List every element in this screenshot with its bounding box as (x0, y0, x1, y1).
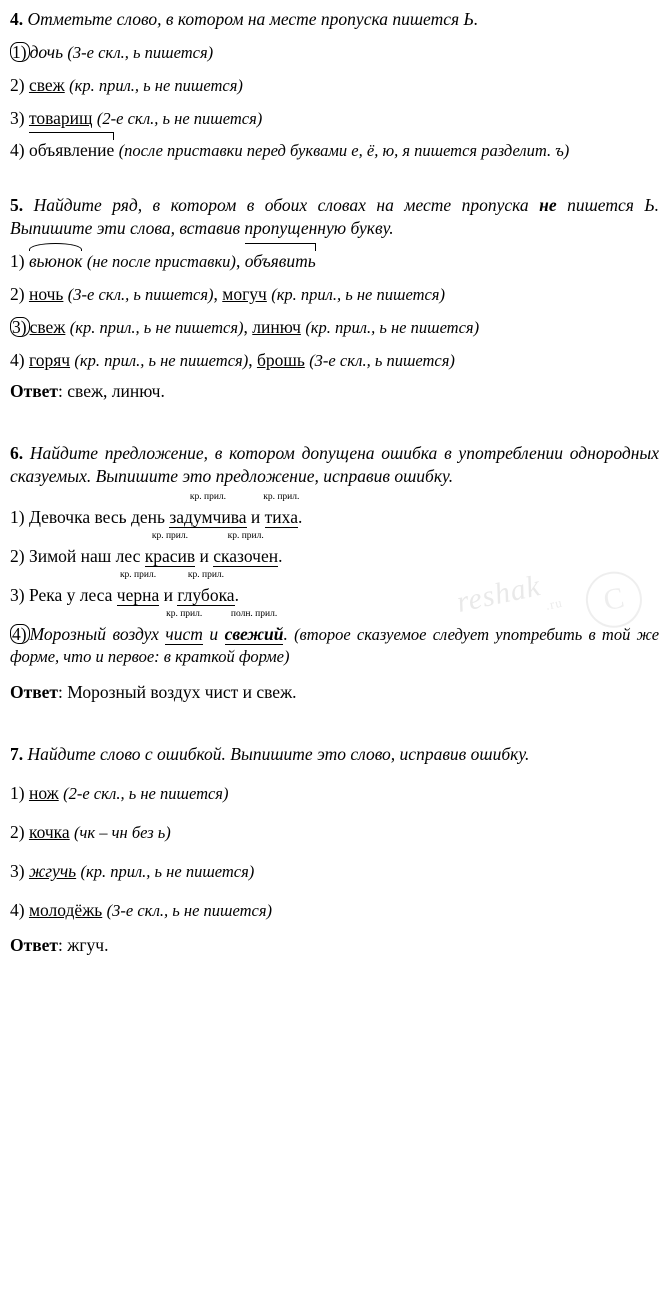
task-5-option-4[interactable] (10, 349, 659, 372)
task-4-option-3-word: товарищ (28, 107, 93, 128)
task-6-answer-label: Ответ (10, 682, 59, 703)
task-6-option-4-note: (второе сказуемое следует употребить в той же форме, что и первое: в краткой форме) (10, 624, 660, 667)
task-5-option-1[interactable] (10, 250, 659, 273)
task-6-option-1-marker[interactable]: 1) (10, 507, 25, 528)
task-5-option-4-hint-1: (кр. прил., ь не пишется) (74, 350, 249, 370)
task-4-option-2[interactable] (10, 74, 659, 97)
task-5-option-2-hint-2: (кр. прил., ь не пишется) (271, 285, 445, 305)
prefix-bracket-icon (29, 139, 114, 162)
task-6-option-2-pre: Зимой наш лес (28, 546, 145, 567)
task-7-option-4-hint: (3-е скл., ь не пишется) (106, 900, 273, 920)
task-5-option-1-sep: , (235, 251, 245, 272)
task-7-option-3-hint: (кр. прил., ь не пишется) (80, 861, 255, 881)
task-6-option-3-label-1: кр. прил. (119, 569, 157, 580)
task-7-option-3-word: жгучь (28, 860, 77, 881)
task-7-option-3-marker[interactable]: 3) (10, 860, 25, 881)
task-6-option-2-word-2: кр. прил. сказочен (213, 531, 279, 567)
task-7-option-4-word: молодёжь (28, 899, 103, 920)
task-7-option-1-hint: (2-е скл., ь не пишется) (63, 784, 229, 804)
task-6-option-1-word-2: кр. прил. тиха (263, 492, 300, 528)
task-4 (10, 8, 659, 162)
task-6-option-3-word-2: кр. прил. глубока (177, 569, 235, 605)
task-5-prompt-bold1: не (539, 195, 557, 216)
prefix-bracket-icon (245, 250, 316, 273)
root-arc-icon (29, 250, 83, 273)
task-7-option-3[interactable] (10, 860, 659, 883)
task-5-answer-label: Ответ (10, 381, 59, 402)
task-6-option-1-label-1: кр. прил. (189, 492, 227, 503)
task-4-option-2-hint: (кр. прил., ь не пишется) (69, 75, 243, 95)
task-5-option-2-hint-1: (3-е скл., ь пишется) (67, 285, 214, 305)
watermark-subtext: .ru (544, 594, 564, 613)
task-4-option-4[interactable] (10, 139, 659, 162)
task-7-option-1[interactable] (10, 782, 659, 805)
task-6-number: 6. (10, 443, 24, 464)
task-7-option-2-hint: (чк – чн без ь) (74, 823, 171, 843)
task-6-option-2-label-1: кр. прил. (151, 531, 188, 542)
task-5-prompt-part1: Найдите ряд, в котором в обоих словах на месте пропуска (23, 195, 540, 216)
task-6-option-1-word-1: кр. прил. задумчива (169, 492, 247, 528)
task-5-option-2-marker[interactable]: 2) (10, 284, 25, 305)
task-5-option-3-sep: , (243, 316, 253, 337)
task-6-option-1-post: . (297, 507, 303, 528)
task-7-option-4[interactable] (10, 899, 659, 922)
task-4-option-1-hint: (3-е скл., ь пишется) (67, 43, 214, 63)
task-6-option-3-word-1: кр. прил. черна (116, 569, 160, 605)
task-6-option-3-label-2: кр. прил. (187, 569, 225, 580)
task-5-option-3-hint-2: (кр. прил., ь не пишется) (305, 317, 480, 337)
task-6-option-1-pre: Девочка весь день (28, 507, 170, 528)
task-6-option-2[interactable] (10, 531, 659, 568)
task-5-prompt (10, 194, 659, 240)
task-6-option-1[interactable] (10, 492, 659, 529)
task-7-option-1-marker[interactable]: 1) (10, 783, 25, 804)
task-6-option-3-post: . (234, 584, 239, 605)
task-4-option-1-word: дочь (29, 42, 64, 63)
task-5-option-4-marker[interactable]: 4) (10, 349, 25, 370)
task-4-prompt-text: Отметьте слово, в котором на месте пропуска пишется Ь. (23, 9, 479, 29)
section-gap (10, 713, 659, 743)
task-4-option-4-marker[interactable]: 4) (10, 140, 25, 161)
task-6-option-3-marker[interactable]: 3) (10, 584, 25, 605)
task-7-answer-text: : жгуч. (58, 935, 109, 956)
watermark-copyright-icon: C (581, 567, 647, 633)
task-5-number: 5. (10, 195, 24, 216)
task-6-option-4-label-2: полн. прил. (230, 608, 278, 619)
task-7-answer (10, 935, 659, 956)
task-7 (10, 743, 659, 956)
task-7-option-2[interactable] (10, 821, 659, 844)
task-5-option-1-hint-1: (не после приставки) (86, 252, 236, 272)
task-5-option-2[interactable] (10, 283, 659, 306)
task-5-option-1-word-1: вьюнок (28, 251, 83, 272)
task-4-option-4-word: объявление (28, 140, 115, 161)
task-6-option-4-word-1: кр. прил. чист (165, 608, 203, 644)
section-gap (10, 412, 659, 442)
task-6-option-4-label-1: кр. прил. (166, 608, 203, 619)
task-5-option-2-sep: , (213, 284, 223, 305)
task-7-option-2-word: кочка (28, 822, 70, 843)
task-6-option-4-post: . (283, 623, 288, 644)
task-6-option-2-post: . (278, 546, 283, 567)
task-5-option-2-word-2: могуч (222, 284, 267, 305)
task-5-option-3-hint-1: (кр. прил., ь не пишется) (69, 317, 244, 337)
task-6-option-4-mid: и (202, 623, 225, 644)
task-6-option-4-marker[interactable]: 4) (10, 624, 30, 644)
task-5-option-4-hint-2: (3-е скл., ь пишется) (309, 350, 455, 370)
task-7-number: 7. (10, 744, 24, 765)
task-4-option-2-marker[interactable]: 2) (10, 74, 25, 95)
task-5-option-4-word-1: горяч (28, 349, 71, 370)
task-7-option-1-word: нож (28, 783, 59, 804)
task-6-prompt (10, 442, 659, 488)
task-6-answer (10, 682, 659, 703)
task-5-option-2-word-1: ночь (28, 284, 64, 305)
task-6-option-2-label-2: кр. прил. (227, 531, 264, 542)
task-5-prompt-part3: . Выпишите эти слова, вставив пропущенную букву. (10, 195, 660, 239)
task-6-option-4-pre: Морозный воздух (29, 623, 166, 644)
task-4-number: 4. (10, 9, 24, 29)
task-6-option-2-marker[interactable]: 2) (10, 546, 25, 567)
task-7-prompt-text: Найдите слово с ошибкой. Выпишите это слово, исправив ошибку. (23, 744, 530, 765)
task-4-option-2-word: свеж (28, 74, 65, 95)
task-5-option-4-word-2: брошь (256, 349, 305, 370)
task-6 (10, 442, 659, 703)
task-5-option-3-marker[interactable]: 3) (10, 317, 30, 337)
task-5-answer (10, 381, 659, 402)
task-7-option-2-marker[interactable]: 2) (10, 822, 25, 843)
task-5-option-1-marker[interactable]: 1) (10, 251, 25, 272)
task-6-prompt-text: Найдите предложение, в котором допущена ошибка в употреблении однородных сказуемых. Выпишите это предложение, исправив ошибку. (10, 443, 659, 487)
watermark-text: reshak (453, 569, 544, 620)
task-4-option-4-hint: (после приставки перед буквами е, ё, ю, я пишется разделит. ъ) (118, 141, 570, 161)
task-6-option-3-pre: Река у леса (28, 584, 117, 605)
task-5-option-3-word-2: линюч (252, 316, 301, 337)
task-6-option-4[interactable] (10, 608, 660, 669)
task-4-option-3[interactable] (10, 107, 659, 130)
task-4-option-1-marker[interactable]: 1) (10, 42, 30, 62)
task-5-option-3-word-1: свеж (29, 316, 66, 337)
task-4-option-3-marker[interactable]: 3) (10, 107, 25, 128)
section-gap (10, 172, 659, 194)
task-5-option-3[interactable] (10, 316, 659, 339)
task-7-option-4-marker[interactable]: 4) (10, 899, 25, 920)
task-7-answer-label: Ответ (10, 935, 59, 956)
task-5-option-4-sep: , (248, 349, 257, 370)
task-4-option-3-hint: (2-е скл., ь не пишется) (96, 108, 263, 128)
task-6-answer-text: : Морозный воздух чист и свеж. (58, 682, 297, 703)
task-6-option-2-mid: и (195, 546, 214, 567)
task-6-option-3-mid: и (159, 584, 178, 605)
task-5-prompt-part2: пишется Ь (556, 195, 655, 216)
task-6-option-4-word-2: полн. прил. свежий (224, 608, 284, 644)
task-4-option-1[interactable] (10, 41, 659, 64)
task-5 (10, 194, 659, 402)
task-7-prompt (10, 743, 659, 766)
task-6-option-2-word-1: кр. прил. красив (144, 531, 196, 567)
task-6-option-1-label-2: кр. прил. (263, 492, 300, 503)
task-6-option-1-mid: и (246, 507, 265, 528)
task-5-option-1-word-2: объявить (244, 251, 316, 272)
task-5-answer-text: : свеж, линюч. (58, 381, 165, 402)
task-4-prompt (10, 8, 659, 31)
